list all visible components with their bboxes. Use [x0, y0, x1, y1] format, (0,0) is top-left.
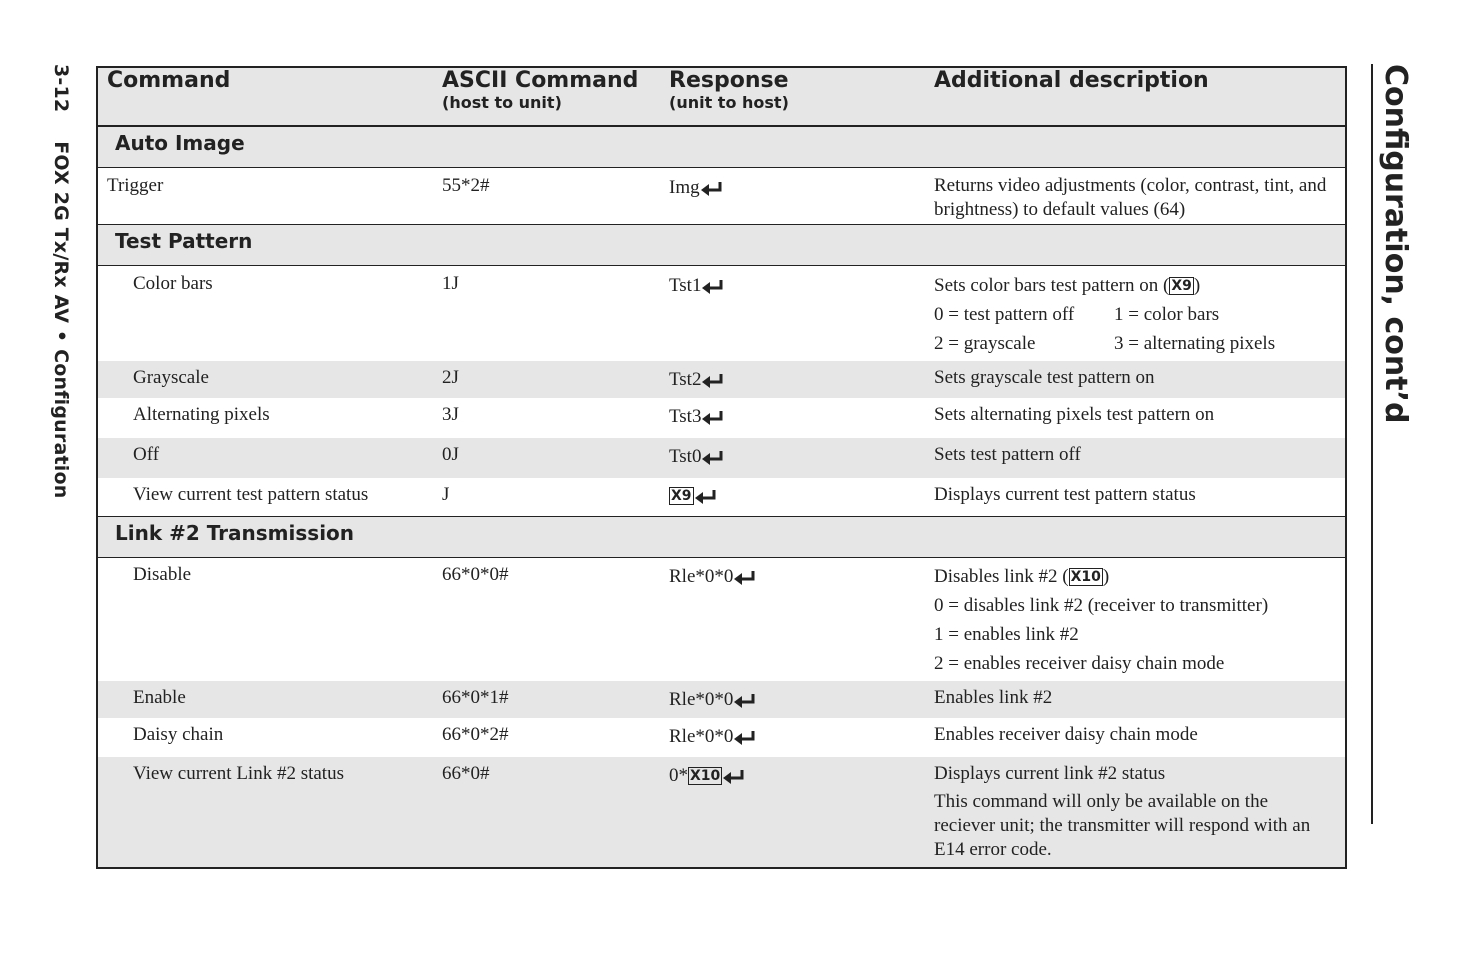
- cmd-name: Enable: [133, 687, 186, 708]
- return-icon: [733, 570, 757, 586]
- table-row: [97, 757, 1346, 868]
- cmd-description: Enables receiver daisy chain mode: [934, 724, 1198, 745]
- cmd-name: View current test pattern status: [133, 484, 369, 505]
- header-description: Additional description: [934, 68, 1209, 93]
- cmd-ascii: 1J: [442, 273, 459, 294]
- cmd-description: Sets color bars test pattern on ( X9 ) 0 = test pattern off 1 = color bars 2 = grayscale 3 = alternating pixels: [934, 275, 1276, 354]
- table-row: [97, 266, 1346, 362]
- right-rule: [1371, 64, 1373, 824]
- table-row: [97, 168, 1346, 225]
- return-icon: [722, 769, 746, 785]
- table-row: [97, 398, 1346, 438]
- cmd-name: Alternating pixels: [133, 404, 270, 425]
- cmd-name: Trigger: [107, 175, 164, 196]
- table-header-row: [97, 67, 1346, 126]
- header-command: Command: [107, 68, 231, 93]
- table-row: [97, 718, 1346, 757]
- variable-x10: X10: [690, 768, 721, 784]
- cmd-name: Daisy chain: [133, 724, 224, 745]
- header-response: Response (unit to host): [669, 68, 789, 112]
- table-row: [97, 681, 1346, 718]
- cmd-ascii: 66*0#: [442, 763, 490, 784]
- cmd-description: Displays current link #2 status This command will only be available on the reciever unit; the transmitter will respond with an E14 error code.: [934, 757, 1346, 868]
- variable-x10: X10: [1070, 569, 1101, 585]
- cmd-description: Disables link #2 ( X10 ) 0 = disables link #2 (receiver to transmitter) 1 = enables link #2 2 = enables receiver daisy chain mode: [934, 566, 1269, 674]
- cmd-ascii: 66*0*2#: [442, 724, 509, 745]
- return-icon: [701, 450, 725, 466]
- table-row: [97, 558, 1346, 682]
- cmd-name: Grayscale: [133, 367, 209, 388]
- page-number: 3-12: [50, 64, 72, 113]
- table-row: [97, 361, 1346, 398]
- table-row: [97, 438, 1346, 478]
- return-icon: [701, 410, 725, 426]
- section-title-auto-image: Auto Image: [115, 131, 245, 155]
- variable-x9: X9: [671, 488, 692, 504]
- cmd-response: Rle*0*0: [669, 681, 934, 718]
- return-icon: [694, 489, 718, 505]
- cmd-description: Enables link #2: [934, 687, 1053, 708]
- cmd-response: Img: [669, 168, 934, 225]
- return-icon: [733, 693, 757, 709]
- cmd-response: Tst0: [669, 438, 934, 478]
- section-link2: [97, 517, 1346, 558]
- table-row: [97, 478, 1346, 517]
- section-test-pattern: [97, 225, 1346, 266]
- section-title-test-pattern: Test Pattern: [115, 229, 253, 253]
- cmd-response: [669, 478, 934, 517]
- cmd-response: Rle*0*0: [669, 558, 934, 682]
- cmd-name: Off: [133, 444, 160, 465]
- section-auto-image: [97, 126, 1346, 168]
- section-title: Configuration, cont’d: [1378, 64, 1413, 424]
- running-title: FOX 2G Tx/Rx AV • Configuration: [50, 141, 72, 499]
- cmd-ascii: 3J: [442, 404, 459, 425]
- command-table: [96, 66, 1347, 869]
- cmd-name: View current Link #2 status: [133, 763, 344, 784]
- section-title-link2: Link #2 Transmission: [115, 521, 355, 545]
- cmd-response: 0* X10: [669, 757, 934, 868]
- cmd-ascii: 55*2#: [442, 175, 490, 196]
- left-running-header: [50, 64, 72, 498]
- cmd-description: Returns video adjustments (color, contrast, tint, and brightness) to default values (64): [934, 175, 1327, 220]
- cmd-ascii: 0J: [442, 444, 459, 465]
- cmd-response: Rle*0*0: [669, 718, 934, 757]
- cmd-response: Tst3: [669, 398, 934, 438]
- cmd-response: Tst2: [669, 361, 934, 398]
- cmd-ascii: 66*0*0#: [442, 564, 509, 585]
- return-icon: [700, 181, 724, 197]
- cmd-response: Tst1: [669, 266, 934, 362]
- cmd-ascii: J: [442, 484, 450, 505]
- variable-x9: X9: [1171, 278, 1192, 294]
- cmd-description: Displays current test pattern status: [934, 484, 1196, 505]
- cmd-ascii: 66*0*1#: [442, 687, 509, 708]
- return-icon: [701, 373, 725, 389]
- cmd-description: Sets grayscale test pattern on: [934, 367, 1155, 388]
- cmd-name: Disable: [133, 564, 192, 585]
- cmd-name: Color bars: [133, 273, 213, 294]
- header-ascii: ASCII Command (host to unit): [442, 68, 639, 112]
- return-icon: [701, 279, 725, 295]
- return-icon: [733, 730, 757, 746]
- cmd-description: Sets alternating pixels test pattern on: [934, 404, 1215, 425]
- cmd-ascii: 2J: [442, 367, 459, 388]
- cmd-description: Sets test pattern off: [934, 444, 1081, 465]
- note-text: This command will only be available on the reciever unit; the transmitter will respond with an E14 error code.: [934, 791, 1311, 860]
